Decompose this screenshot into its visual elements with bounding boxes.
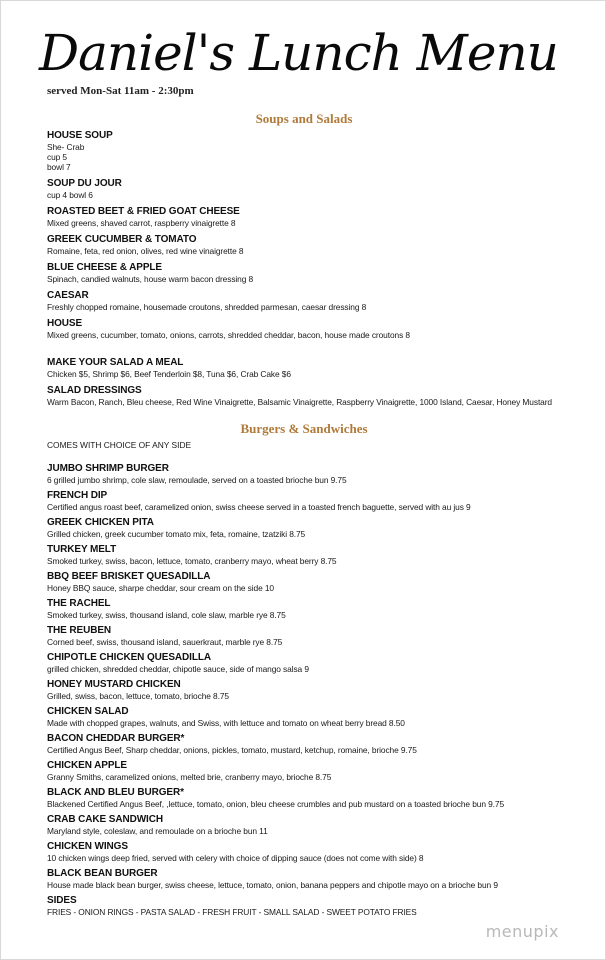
menu-item-name: FRENCH DIP: [47, 490, 108, 501]
menu-item-name: MAKE YOUR SALAD A MEAL: [47, 357, 184, 368]
salad-extras-list: [47, 357, 587, 407]
menu-item-name: TURKEY MELT: [47, 544, 117, 555]
menu-item-description: 6 grilled jumbo shrimp, cole slaw, remoulade, served on a toasted brioche bun 9.75: [47, 475, 347, 485]
menu-item: [47, 706, 587, 728]
menu-item-description: Mixed greens, cucumber, tomato, onions, carrots, shredded cheddar, bacon, house made croutons 8: [47, 330, 410, 340]
menu-item: [47, 290, 587, 312]
menu-item: [47, 760, 587, 782]
menu-item-description: Romaine, feta, red onion, olives, red wine vinaigrette 8: [47, 246, 244, 256]
menu-item: [47, 178, 587, 200]
menu-item-description: Mixed greens, shaved carrot, raspberry vinaigrette 8: [47, 218, 236, 228]
menu-item-description: Grilled chicken, greek cucumber tomato mix, feta, romaine, tzatziki 8.75: [47, 529, 306, 539]
menu-item-description: FRIES - ONION RINGS - PASTA SALAD - FRESH FRUIT - SMALL SALAD - SWEET POTATO FRIES: [47, 907, 417, 917]
menu-item-name: THE REUBEN: [47, 625, 112, 636]
menu-item: [47, 463, 587, 485]
menu-item-description: Certified angus roast beef, caramelized onion, swiss cheese served in a toasted french baguette, served with au jus 9: [47, 502, 471, 512]
burgers-sandwiches-list: [47, 463, 587, 917]
menu-item-description: 10 chicken wings deep fried, served with celery with choice of dipping sauce (does not come with side) 8: [47, 853, 424, 863]
menu-item-name: GREEK CHICKEN PITA: [47, 517, 154, 528]
menu-item: [47, 490, 587, 512]
menu-item: [47, 571, 587, 593]
menu-item-description: House made black bean burger, swiss cheese, lettuce, tomato, onion, banana peppers and chipotle mayo on a brioche bun 9: [47, 880, 498, 890]
menu-item-name: CHIPOTLE CHICKEN QUESADILLA: [47, 652, 211, 663]
menu-item-description: Grilled, swiss, bacon, lettuce, tomato, brioche 8.75: [47, 691, 229, 701]
menu-item: [47, 130, 587, 172]
menu-item-name: BLACK BEAN BURGER: [47, 868, 158, 879]
menu-item-description: Chicken $5, Shrimp $6, Beef Tenderloin $8, Tuna $6, Crab Cake $6: [47, 369, 291, 379]
menu-item-name: CHICKEN WINGS: [47, 841, 128, 852]
menu-item: [47, 895, 587, 917]
menu-item: [47, 868, 587, 890]
menu-item-description: Granny Smiths, caramelized onions, melted brie, cranberry mayo, brioche 8.75: [47, 772, 332, 782]
menu-item-description: grilled chicken, shredded cheddar, chipotle sauce, side of mango salsa 9: [47, 664, 309, 674]
menu-item-name: BLUE CHEESE & APPLE: [47, 262, 162, 273]
menu-item: [47, 679, 587, 701]
menu-item-description: Spinach, candied walnuts, house warm bacon dressing 8: [47, 274, 254, 284]
menu-item-name: THE RACHEL: [47, 598, 111, 609]
menu-item-name: BLACK AND BLEU BURGER*: [47, 787, 184, 798]
menu-item-description: Smoked turkey, swiss, thousand island, cole slaw, marble rye 8.75: [47, 610, 286, 620]
menu-item-description: Certified Angus Beef, Sharp cheddar, onions, pickles, tomato, mustard, ketchup, romaine, brioche 9.75: [47, 745, 417, 755]
menu-item: [47, 517, 587, 539]
menu-item-description: Corned beef, swiss, thousand island, sauerkraut, marble rye 8.75: [47, 637, 283, 647]
menu-item-name: BBQ BEEF BRISKET QUESADILLA: [47, 571, 211, 582]
service-hours: served Mon-Sat 11am - 2:30pm: [47, 85, 194, 97]
side-choice-note: COMES WITH CHOICE OF ANY SIDE: [47, 440, 192, 450]
menu-item-description: cup 5: [47, 152, 67, 162]
soups-salads-list: [47, 130, 587, 340]
menu-item-description: Blackened Certified Angus Beef, ,lettuce, tomato, onion, bleu cheese crumbles and pub mustard on a toasted brioche bun 9.75: [47, 799, 504, 809]
menu-item: [47, 544, 587, 566]
section-heading-burgers-sandwiches: Burgers & Sandwiches: [240, 421, 368, 436]
menu-item-name: HONEY MUSTARD CHICKEN: [47, 679, 181, 690]
burgers-note-block: [47, 440, 587, 450]
menu-item-description: Maryland style, coleslaw, and remoulade on a brioche bun 11: [47, 826, 268, 836]
menu-item-description: She- Crab: [47, 142, 85, 152]
menu-item: [47, 841, 587, 863]
menu-item-name: CRAB CAKE SANDWICH: [47, 814, 163, 825]
menu-item: [47, 357, 587, 379]
menu-item-description: Freshly chopped romaine, housemade croutons, shredded parmesan, caesar dressing 8: [47, 302, 367, 312]
menu-item-description: bowl 7: [47, 162, 71, 172]
menu-item: [47, 625, 587, 647]
menu-item-name: SIDES: [47, 895, 77, 906]
menu-item-name: JUMBO SHRIMP BURGER: [47, 463, 169, 474]
menu-item-description: Honey BBQ sauce, sharpe cheddar, sour cream on the side 10: [47, 583, 274, 593]
menu-title: Daniel's Lunch Menu: [39, 24, 558, 82]
menu-item: [47, 598, 587, 620]
menu-item-name: ROASTED BEET & FRIED GOAT CHEESE: [47, 206, 240, 217]
menu-item-name: SALAD DRESSINGS: [47, 385, 142, 396]
menu-item: [47, 262, 587, 284]
menu-item-name: HOUSE SOUP: [47, 130, 113, 141]
menu-item: [47, 385, 587, 407]
menu-item: [47, 814, 587, 836]
menu-item: [47, 787, 587, 809]
watermark-logo: menupix: [485, 922, 559, 941]
menu-item-description: Smoked turkey, swiss, bacon, lettuce, tomato, cranberry mayo, wheat berry 8.75: [47, 556, 337, 566]
menu-item: [47, 234, 587, 256]
menu-item-name: CHICKEN APPLE: [47, 760, 128, 771]
menu-item-description: Warm Bacon, Ranch, Bleu cheese, Red Wine Vinaigrette, Balsamic Vinaigrette, Raspberry Vinaigrette, 1000 Island, Caesar, Honey Mustard: [47, 397, 552, 407]
menu-item-name: CAESAR: [47, 290, 89, 301]
menu-item: [47, 318, 587, 340]
menu-item-description: cup 4 bowl 6: [47, 190, 93, 200]
menu-item: [47, 652, 587, 674]
menu-item: [47, 733, 587, 755]
menu-item-name: CHICKEN SALAD: [47, 706, 129, 717]
menu-item-name: GREEK CUCUMBER & TOMATO: [47, 234, 197, 245]
menu-item: [47, 206, 587, 228]
menu-item-name: HOUSE: [47, 318, 83, 329]
section-heading-soups-salads: Soups and Salads: [255, 111, 353, 126]
menu-item-name: SOUP DU JOUR: [47, 178, 122, 189]
menu-item-name: BACON CHEDDAR BURGER*: [47, 733, 185, 744]
menu-item-description: Made with chopped grapes, walnuts, and Swiss, with lettuce and tomato on wheat berry bread 8.50: [47, 718, 405, 728]
